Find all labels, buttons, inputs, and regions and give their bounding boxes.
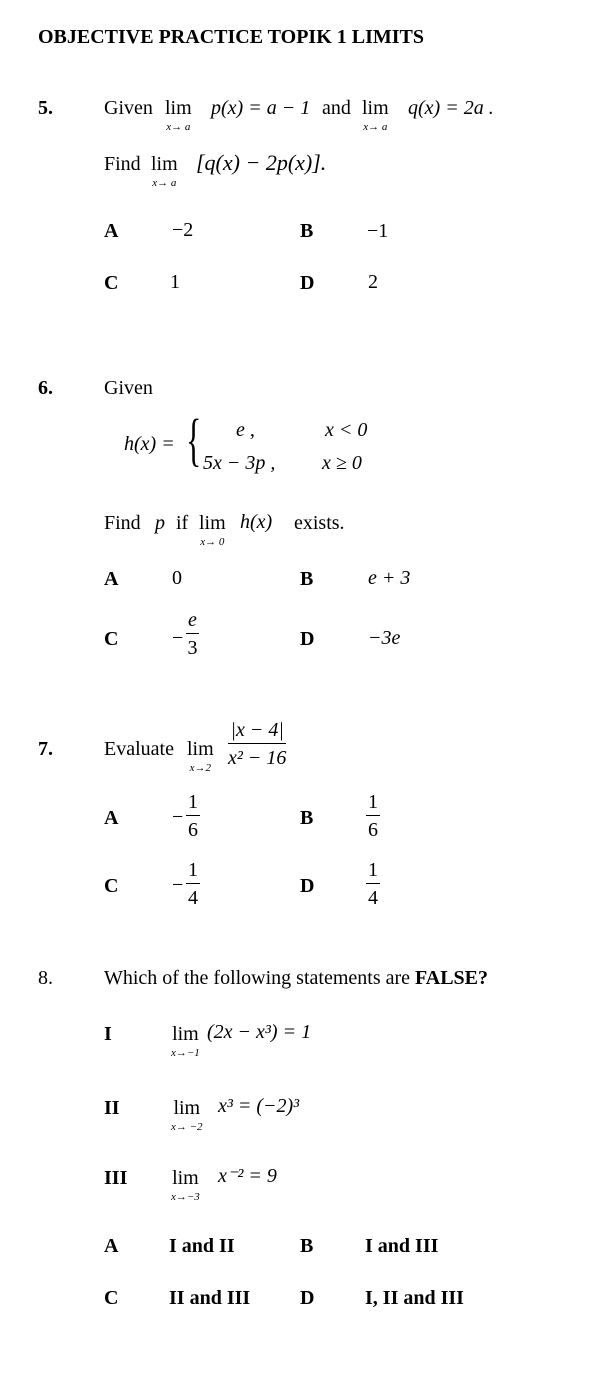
brace-icon: {	[186, 407, 202, 472]
limit-operator: lim x→ a	[362, 97, 389, 133]
option-value: I and III	[365, 1235, 439, 1257]
option-sign: −	[172, 874, 184, 896]
option-fraction: $\frac{1}{6}$	[368, 791, 378, 841]
question-number: 5.	[38, 97, 53, 119]
option-value: I and II	[169, 1235, 235, 1257]
limit-operator: lim x→ a	[151, 153, 178, 189]
option-value: II and III	[169, 1287, 251, 1309]
option-letter: B	[300, 568, 314, 590]
q-limit-expression: q(x) = 2a .	[408, 97, 494, 119]
option-value: −2	[172, 219, 194, 241]
option-value: 2	[368, 271, 378, 293]
option-letter: C	[104, 628, 119, 650]
option-fraction: $\frac{1}{6}$	[188, 791, 198, 841]
option-fraction: $\frac{e}{3}$	[187, 609, 198, 659]
given-label: Given	[104, 377, 153, 399]
option-letter: D	[300, 1287, 315, 1309]
option-value: −3e	[368, 627, 401, 649]
option-value: −1	[367, 220, 389, 242]
option-fraction: $\frac{1}{4}$	[368, 859, 378, 909]
case1-expression: e ,	[236, 419, 255, 441]
h-expression: h(x)	[240, 511, 273, 533]
option-letter: B	[300, 807, 314, 829]
p-variable: p	[155, 512, 165, 534]
case2-expression: 5x − 3p ,	[203, 452, 276, 474]
statement-label: II	[104, 1097, 120, 1119]
statement-label: III	[104, 1167, 128, 1189]
option-letter: A	[104, 807, 119, 829]
limit-operator: lim x→−1	[171, 1023, 200, 1059]
option-letter: B	[300, 220, 314, 242]
exists-label: exists.	[294, 512, 345, 534]
statement-expression: x³ = (−2)³	[218, 1095, 300, 1117]
option-sign: −	[172, 627, 184, 649]
option-letter: C	[104, 875, 119, 897]
find-label: Find	[104, 512, 141, 534]
question-number: 7.	[38, 738, 53, 760]
option-value: I, II and III	[365, 1287, 464, 1309]
question-number: 8.	[38, 967, 53, 989]
limit-fraction: $\frac{|x - 4|}{\text{x² − 16}}$	[228, 719, 287, 769]
limit-operator: lim x→ 0	[199, 512, 226, 548]
page-title: OBJECTIVE PRACTICE TOPIK 1 LIMITS	[38, 26, 425, 48]
option-letter: C	[104, 272, 119, 294]
if-label: if	[176, 512, 189, 534]
question-number: 6.	[38, 377, 53, 399]
and-label: and	[322, 97, 351, 119]
case1-condition: x < 0	[325, 419, 368, 441]
option-value: 1	[170, 271, 180, 293]
question-text: Which of the following statements are FALSE?	[104, 967, 488, 989]
option-letter: C	[104, 1287, 119, 1309]
limit-operator: lim x→ a	[165, 97, 192, 133]
option-fraction: $\frac{1}{4}$	[188, 859, 198, 909]
option-letter: D	[300, 272, 315, 294]
find-label: Find	[104, 153, 141, 175]
option-sign: −	[172, 806, 184, 828]
piecewise-lhs: h(x) =	[124, 433, 175, 455]
limit-operator: lim x→−3	[171, 1167, 200, 1203]
limit-operator: lim x→2	[187, 738, 214, 774]
statement-expression: x⁻² = 9	[218, 1165, 277, 1187]
option-letter: A	[104, 220, 119, 242]
limit-operator: lim x→ −2	[171, 1097, 203, 1133]
option-letter: B	[300, 1235, 314, 1257]
statement-expression: (2x − x³) = 1	[207, 1021, 312, 1043]
find-expression: [q(x) − 2p(x)].	[196, 150, 327, 175]
option-letter: A	[104, 568, 119, 590]
option-letter: A	[104, 1235, 119, 1257]
option-letter: D	[300, 875, 315, 897]
p-limit-expression: p(x) = a − 1	[211, 97, 311, 119]
given-label: Given	[104, 97, 153, 119]
option-value: e + 3	[368, 567, 411, 589]
statement-label: I	[104, 1023, 112, 1045]
evaluate-label: Evaluate	[104, 738, 174, 760]
case2-condition: x ≥ 0	[322, 452, 362, 474]
option-value: 0	[172, 567, 182, 589]
option-letter: D	[300, 628, 315, 650]
